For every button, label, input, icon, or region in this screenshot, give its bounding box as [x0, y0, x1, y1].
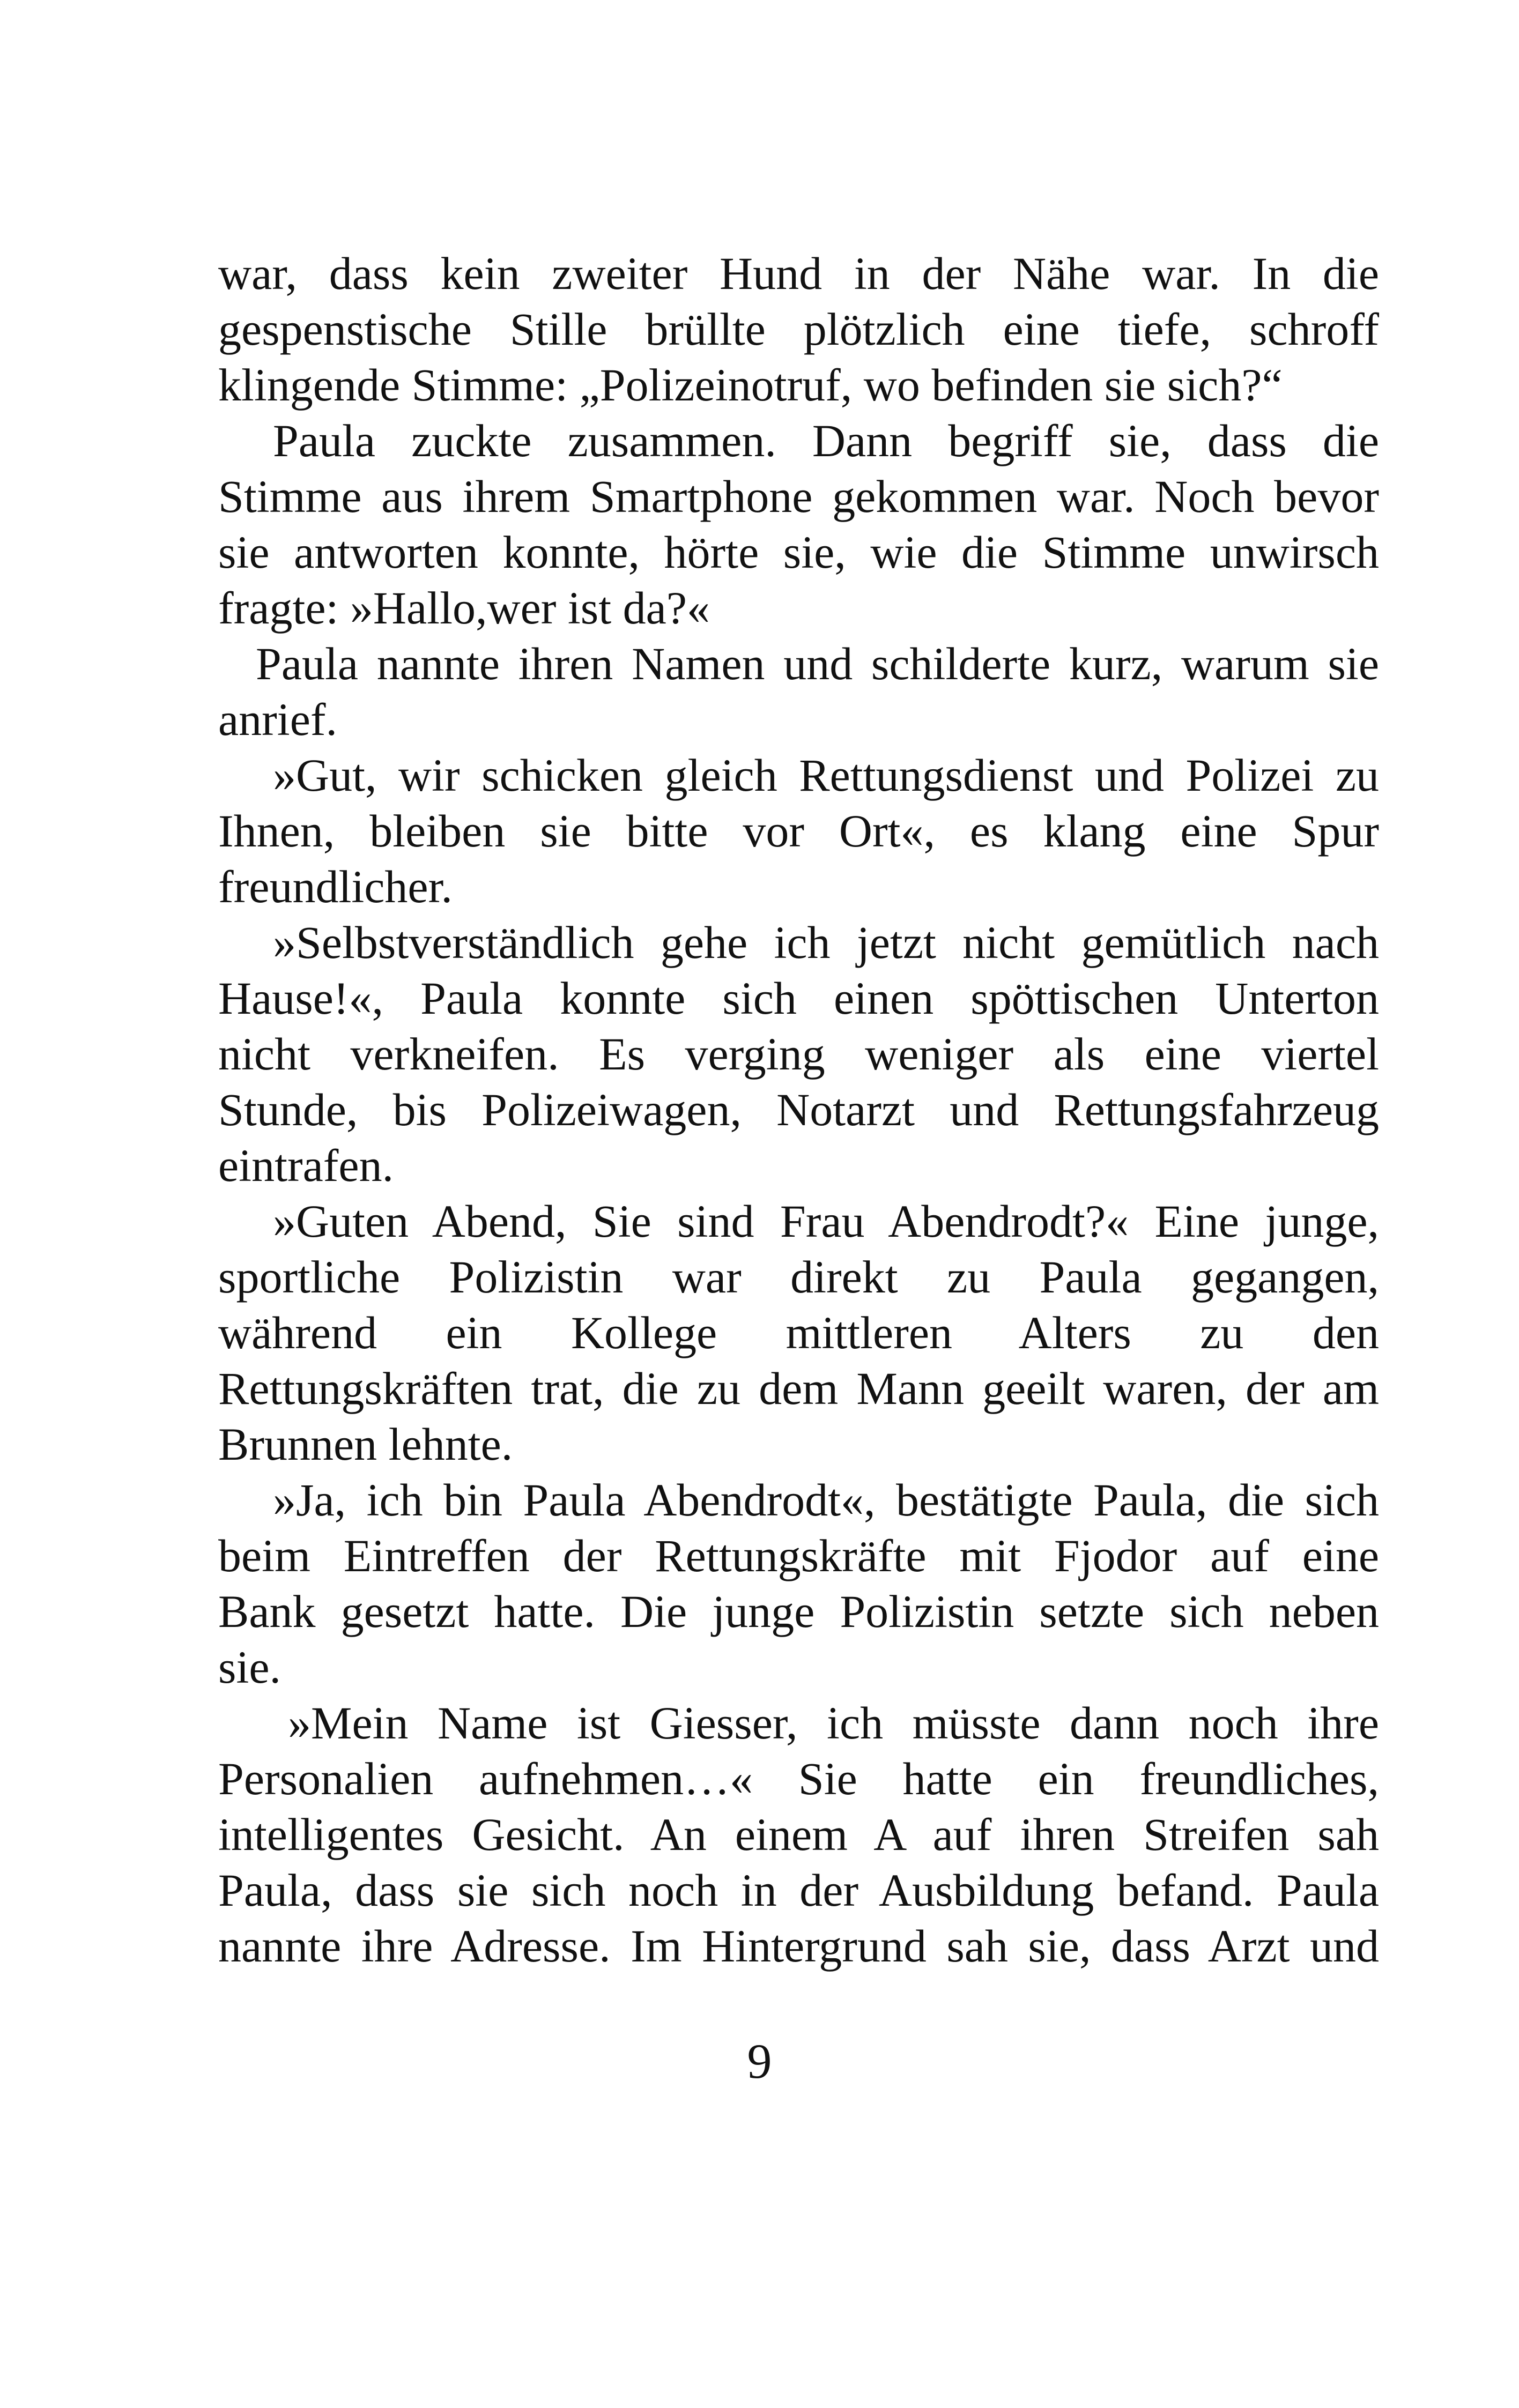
- text-line: Rettungskräften trat, die zu dem Mann geeilt waren, der am: [218, 1363, 1379, 1414]
- paragraph: [218, 1193, 1379, 1472]
- text-line: anrief.: [218, 694, 338, 745]
- text-line: »Gut, wir schicken gleich Rettungsdienst und Polizei zu: [273, 749, 1379, 801]
- text-line: Paula nannte ihren Namen und schilderte kurz, warum sie: [256, 638, 1379, 689]
- paragraph: [218, 636, 1379, 747]
- text-line: Ihnen, bleiben sie bitte vor Ort«, es klang eine Spur: [218, 805, 1379, 857]
- text-line: Stimme aus ihrem Smartphone gekommen war. Noch bevor: [218, 471, 1379, 522]
- paragraph: [218, 747, 1379, 915]
- paragraph: [218, 1695, 1379, 1974]
- text-line: Paula, dass sie sich noch in der Ausbildung befand. Paula: [218, 1864, 1379, 1916]
- text-line: »Mein Name ist Giesser, ich müsste dann noch ihre: [288, 1697, 1379, 1749]
- text-line: war, dass kein zweiter Hund in der Nähe war. In die: [218, 248, 1379, 299]
- text-line: freundlicher.: [218, 861, 453, 912]
- text-line: fragte: »Hallo,wer ist da?«: [218, 582, 710, 634]
- text-line: Bank gesetzt hatte. Die junge Polizistin setzte sich neben: [218, 1586, 1379, 1637]
- text-line: »Ja, ich bin Paula Abendrodt«, bestätigte Paula, die sich: [273, 1474, 1379, 1526]
- text-line: Brunnen lehnte.: [218, 1418, 513, 1470]
- text-line: beim Eintreffen der Rettungskräfte mit Fjodor auf eine: [218, 1530, 1379, 1581]
- text-line: eintrafen.: [218, 1140, 394, 1191]
- text-line: »Guten Abend, Sie sind Frau Abendrodt?« Eine junge,: [273, 1195, 1379, 1247]
- text-line: intelligentes Gesicht. An einem A auf ihren Streifen sah: [218, 1809, 1379, 1860]
- paragraph: [218, 1472, 1379, 1695]
- text-line: Hause!«, Paula konnte sich einen spöttischen Unterton: [218, 972, 1379, 1024]
- paragraph: [218, 413, 1379, 636]
- text-line: nicht verkneifen. Es verging weniger als eine viertel: [218, 1028, 1379, 1080]
- text-line: nannte ihre Adresse. Im Hintergrund sah sie, dass Arzt und: [218, 1920, 1379, 1972]
- text-line: sie antworten konnte, hörte sie, wie die Stimme unwirsch: [218, 526, 1379, 578]
- paragraph: [218, 915, 1379, 1193]
- text-line: sportliche Polizistin war direkt zu Paula gegangen,: [218, 1251, 1379, 1303]
- body-text: [218, 246, 1379, 1974]
- text-line: Personalien aufnehmen…« Sie hatte ein freundliches,: [218, 1753, 1379, 1804]
- text-line: Stunde, bis Polizeiwagen, Notarzt und Rettungsfahrzeug: [218, 1084, 1379, 1135]
- text-line: »Selbstverständlich gehe ich jetzt nicht gemütlich nach: [273, 917, 1379, 968]
- text-line: Paula zuckte zusammen. Dann begriff sie, dass die: [273, 415, 1379, 466]
- paragraph: [218, 246, 1379, 413]
- text-line: klingende Stimme: „Polizeinotruf, wo befinden sie sich?“: [218, 359, 1283, 411]
- text-line: während ein Kollege mittleren Alters zu den: [218, 1307, 1379, 1358]
- page-number: 9: [747, 2034, 772, 2089]
- text-line: gespenstische Stille brüllte plötzlich eine tiefe, schroff: [218, 303, 1379, 355]
- text-line: sie.: [218, 1641, 281, 1693]
